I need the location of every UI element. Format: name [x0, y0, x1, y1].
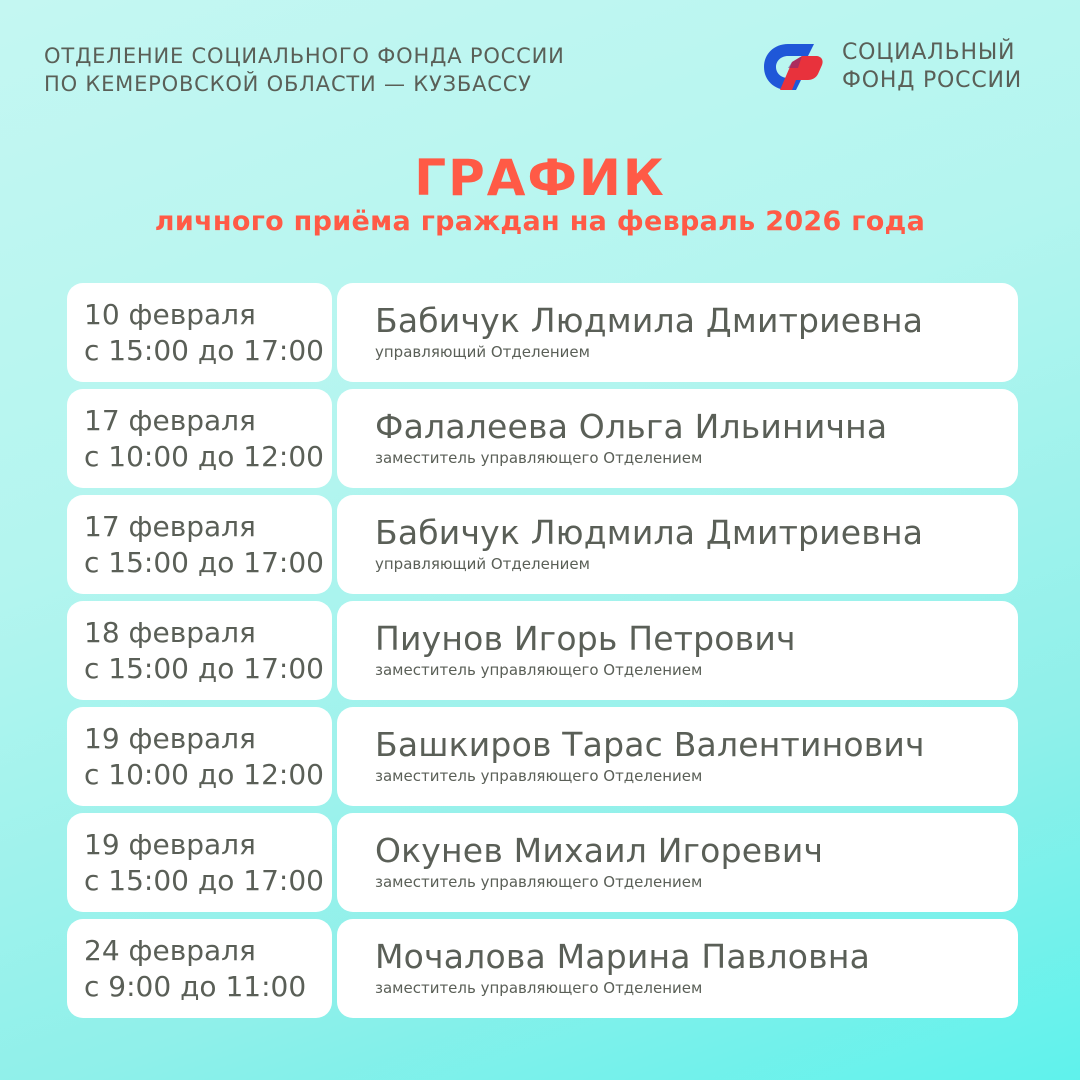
person-cell	[337, 283, 1018, 382]
date-text: 24 февраля	[84, 934, 256, 967]
person-position: заместитель управляющего Отделением	[375, 767, 703, 785]
time-text: с 10:00 до 12:00	[84, 758, 324, 791]
time-text: с 15:00 до 17:00	[84, 334, 324, 367]
person-name: Башкиров Тарас Валентинович	[375, 725, 925, 764]
brand-text	[842, 39, 1022, 95]
person-cell	[337, 601, 1018, 700]
time-text: с 9:00 до 11:00	[84, 970, 307, 1003]
brand-line-2: ФОНД РОССИИ	[842, 68, 1022, 93]
schedule-row	[67, 919, 1018, 1018]
date-text: 10 февраля	[84, 298, 256, 331]
person-position: заместитель управляющего Отделением	[375, 661, 703, 679]
person-position: заместитель управляющего Отделением	[375, 979, 703, 997]
time-text: с 15:00 до 17:00	[84, 864, 324, 897]
schedule-row	[67, 707, 1018, 806]
schedule-row	[67, 813, 1018, 912]
schedule-row	[67, 389, 1018, 488]
person-name: Мочалова Марина Павловна	[375, 937, 871, 976]
person-position: заместитель управляющего Отделением	[375, 873, 703, 891]
person-name: Бабичук Людмила Дмитриевна	[375, 301, 924, 340]
person-position: управляющий Отделением	[375, 343, 590, 361]
date-cell	[67, 495, 332, 594]
brand-line-1: СОЦИАЛЬНЫЙ	[842, 40, 1016, 65]
time-text: с 15:00 до 17:00	[84, 546, 324, 579]
person-name: Бабичук Людмила Дмитриевна	[375, 513, 924, 552]
schedule-row	[67, 283, 1018, 382]
date-text: 17 февраля	[84, 510, 256, 543]
schedule-row	[67, 495, 1018, 594]
person-name: Окунев Михаил Игоревич	[375, 831, 824, 870]
date-text: 19 февраля	[84, 722, 256, 755]
schedule-table	[67, 283, 1018, 1025]
date-text: 19 февраля	[84, 828, 256, 861]
time-text: с 15:00 до 17:00	[84, 652, 324, 685]
person-cell	[337, 389, 1018, 488]
date-cell	[67, 813, 332, 912]
date-cell	[67, 919, 332, 1018]
date-cell	[67, 707, 332, 806]
org-name-line-1: ОТДЕЛЕНИЕ СОЦИАЛЬНОГО ФОНДА РОССИИ	[44, 44, 565, 68]
page-title: ГРАФИК	[414, 149, 666, 207]
date-text: 17 февраля	[84, 404, 256, 437]
org-name-line-2: ПО КЕМЕРОВСКОЙ ОБЛАСТИ — КУЗБАССУ	[44, 72, 532, 96]
person-cell	[337, 495, 1018, 594]
date-cell	[67, 389, 332, 488]
person-cell	[337, 919, 1018, 1018]
person-position: управляющий Отделением	[375, 555, 590, 573]
person-cell	[337, 813, 1018, 912]
person-position: заместитель управляющего Отделением	[375, 449, 703, 467]
sfr-logo-icon	[758, 38, 828, 96]
time-text: с 10:00 до 12:00	[84, 440, 324, 473]
brand	[758, 38, 1022, 96]
page-subtitle: личного приёма граждан на февраль 2026 года	[154, 206, 926, 237]
schedule-row	[67, 601, 1018, 700]
person-name: Пиунов Игорь Петрович	[375, 619, 796, 658]
date-cell	[67, 601, 332, 700]
person-cell	[337, 707, 1018, 806]
date-text: 18 февраля	[84, 616, 256, 649]
org-name	[44, 42, 565, 98]
person-name: Фалалеева Ольга Ильинична	[375, 407, 888, 446]
date-cell	[67, 283, 332, 382]
